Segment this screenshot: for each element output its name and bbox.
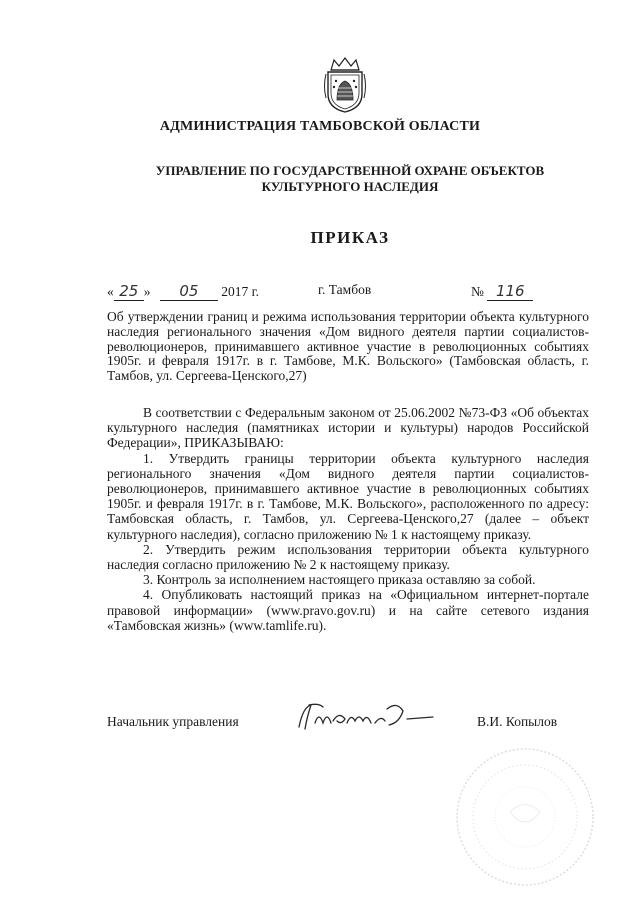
order-body bbox=[107, 405, 589, 633]
order-item-1: 1. Утвердить границы территории объекта культурного наследия регионального значения «Дом видного деятеля партии социалистов-революционеров, принимавшего активное участие в революционных событиях 1905г. и февраля 1917г. в г. Тамбове, М.К. Вольского», расположенного по адресу: Тамбовская область, г. Тамбов, ул. Сергеева-Ценского,27 (далее – объект культурного наследия), согласно приложению № 1 к настоящему приказу. bbox=[107, 450, 589, 542]
department-line-2: КУЛЬТУРНОГО НАСЛЕДИЯ bbox=[261, 179, 439, 194]
department-line-1: УПРАВЛЕНИЕ ПО ГОСУДАРСТВЕННОЙ ОХРАНЕ ОБЪЕКТОВ bbox=[155, 163, 545, 178]
order-number bbox=[471, 282, 533, 301]
preamble: В соответствии с Федеральным законом от 25.06.2002 №73-ФЗ «Об объектах культурного наследия (памятниках истории и культуры) народов Российской Федерации», ПРИКАЗЫВАЮ: bbox=[107, 405, 589, 451]
department-name bbox=[120, 163, 580, 195]
order-item-3: 3. Контроль за исполнением настоящего приказа оставляю за собой. bbox=[143, 572, 536, 588]
date-day: 25 bbox=[114, 282, 144, 301]
number-label: № bbox=[471, 284, 484, 299]
city: г. Тамбов bbox=[318, 282, 372, 297]
order-number-value: 116 bbox=[487, 282, 533, 301]
date-close-quote: » bbox=[143, 284, 151, 299]
document-title: ПРИКАЗ bbox=[310, 228, 390, 247]
order-item-2: 2. Утвердить режим использования территории объекта культурного наследия согласно приложению № 2 к настоящему приказу. bbox=[107, 541, 589, 573]
signer-name: В.И. Копылов bbox=[477, 714, 558, 729]
official-seal-icon bbox=[440, 742, 610, 892]
date-field bbox=[107, 282, 259, 301]
order-item-4: 4. Опубликовать настоящий приказ на «Официальном интернет-портале правовой информации» (www.pravo.gov.ru) и на сайте сетевого издания «Тамбовская жизнь» (www.tamlife.ru). bbox=[107, 587, 589, 633]
date-year: 2017 г. bbox=[221, 284, 260, 299]
coat-of-arms-icon bbox=[322, 56, 368, 114]
order-subject: Об утверждении границ и режима использования территории объекта культурного наследия регионального значения «Дом видного деятеля партии социалистов-революционеров, принимавшего активное участие в революционных событиях 1905г. и февраля 1917г. в г. Тамбове, М.К. Вольского» (Тамбовская область, г. Тамбов, ул. Сергеева-Ценского,27) bbox=[107, 309, 589, 384]
signer-title: Начальник управления bbox=[107, 714, 239, 729]
date-month: 05 bbox=[160, 282, 218, 301]
handwritten-signature bbox=[293, 697, 439, 737]
authority-name: АДМИНИСТРАЦИЯ ТАМБОВСКОЙ ОБЛАСТИ bbox=[159, 119, 481, 134]
date-open-quote: « bbox=[107, 284, 114, 299]
